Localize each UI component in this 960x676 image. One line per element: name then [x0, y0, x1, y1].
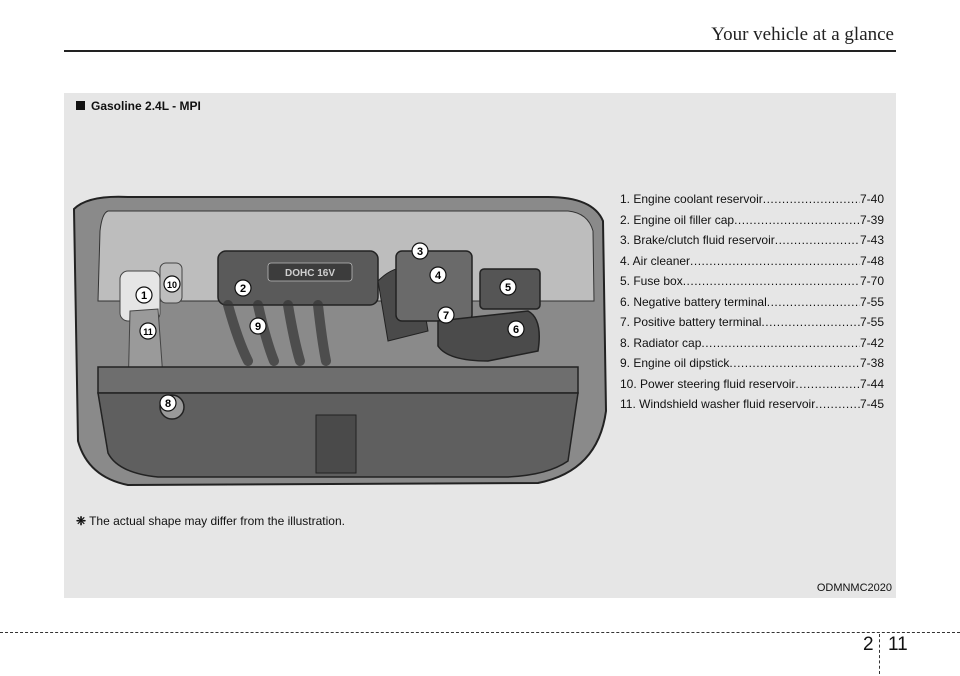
legend-item — [620, 210, 884, 231]
legend-item — [620, 292, 884, 313]
callout-label: 9 — [254, 321, 262, 333]
legend-item — [620, 312, 884, 333]
leader-dots — [815, 397, 860, 411]
callout-label: 2 — [239, 283, 247, 295]
legend-item-label: 9. Engine oil dipstick — [620, 356, 730, 371]
callout-label: 5 — [504, 282, 512, 294]
callout-6 — [508, 321, 524, 337]
legend-item — [620, 374, 884, 395]
callout-label: 10 — [166, 280, 178, 290]
legend-item-page: 7-55 — [859, 315, 884, 330]
radiator-support — [98, 367, 578, 393]
leader-dots — [795, 377, 860, 391]
callout-9 — [250, 318, 266, 334]
section-title-text: Gasoline 2.4L - MPI — [91, 99, 201, 113]
page-section-number: 2 — [863, 634, 874, 655]
legend-item-label: 10. Power steering fluid reservoir — [620, 376, 796, 391]
callout-10 — [164, 276, 180, 292]
callout-label: 8 — [164, 398, 172, 410]
callout-11 — [140, 323, 156, 339]
legend-item — [620, 394, 884, 415]
leader-dots — [734, 213, 860, 227]
legend-item — [620, 333, 884, 354]
page-number: 11 — [888, 634, 908, 655]
legend-item-page: 7-48 — [859, 253, 884, 268]
legend-item — [620, 230, 884, 251]
legend-item-label: 8. Radiator cap — [620, 335, 702, 350]
engine-label-text: DOHC 16V — [284, 268, 336, 279]
cover-slot — [316, 415, 356, 473]
section-title — [76, 99, 201, 113]
note-text: The actual shape may differ from the illustration. — [89, 514, 345, 528]
page-number-divider — [879, 634, 880, 674]
legend-item-page: 7-43 — [859, 233, 884, 248]
footer-rule — [0, 632, 960, 633]
legend-item-label: 3. Brake/clutch fluid reservoir — [620, 233, 775, 248]
legend-item — [620, 251, 884, 272]
engine-bay-illustration — [68, 191, 608, 491]
legend-item-label: 11. Windshield washer fluid reservoir — [620, 397, 816, 412]
callout-label: 11 — [143, 327, 153, 337]
legend-item-page: 7-45 — [859, 397, 884, 412]
callout-4 — [430, 267, 446, 283]
callout-7 — [438, 307, 454, 323]
leader-dots — [767, 295, 860, 309]
leader-dots — [729, 356, 860, 370]
legend-item — [620, 353, 884, 374]
leader-dots — [683, 274, 860, 288]
legend-item-label: 1. Engine coolant reservoir — [620, 192, 763, 207]
leader-dots — [763, 192, 860, 206]
callout-label: 4 — [434, 270, 442, 282]
leader-dots — [775, 233, 860, 247]
header-rule — [64, 50, 896, 52]
figure-code: ODMNMC2020 — [816, 582, 892, 594]
legend-item-label: 4. Air cleaner — [620, 253, 691, 268]
component-legend — [620, 189, 884, 415]
legend-item-label: 6. Negative battery terminal — [620, 294, 767, 309]
square-bullet-icon — [76, 101, 85, 110]
legend-item-page: 7-55 — [859, 294, 884, 309]
legend-item-page: 7-44 — [859, 376, 884, 391]
legend-item-label: 2. Engine oil filler cap — [620, 212, 735, 227]
note-symbol: ❈ — [76, 514, 87, 528]
figure-panel — [64, 93, 896, 598]
illustration-note — [76, 514, 345, 528]
legend-item — [620, 189, 884, 210]
legend-item-label: 7. Positive battery terminal — [620, 315, 762, 330]
callout-5 — [500, 279, 516, 295]
legend-item-page: 7-42 — [859, 335, 884, 350]
legend-item-page: 7-70 — [859, 274, 884, 289]
callout-label: 1 — [140, 290, 148, 302]
leader-dots — [690, 254, 860, 268]
air-cleaner-box — [396, 251, 472, 321]
callout-label: 7 — [442, 310, 450, 322]
legend-item — [620, 271, 884, 292]
callout-1 — [136, 287, 152, 303]
callout-label: 3 — [416, 246, 424, 258]
callout-8 — [160, 395, 176, 411]
legend-item-page: 7-39 — [859, 212, 884, 227]
legend-item-page: 7-40 — [859, 192, 884, 207]
leader-dots — [761, 315, 860, 329]
callout-2 — [235, 280, 251, 296]
callout-3 — [412, 243, 428, 259]
legend-item-page: 7-38 — [859, 356, 884, 371]
leader-dots — [701, 336, 860, 350]
legend-item-label: 5. Fuse box — [620, 274, 683, 289]
header-title: Your vehicle at a glance — [711, 24, 894, 45]
callout-label: 6 — [512, 324, 520, 336]
